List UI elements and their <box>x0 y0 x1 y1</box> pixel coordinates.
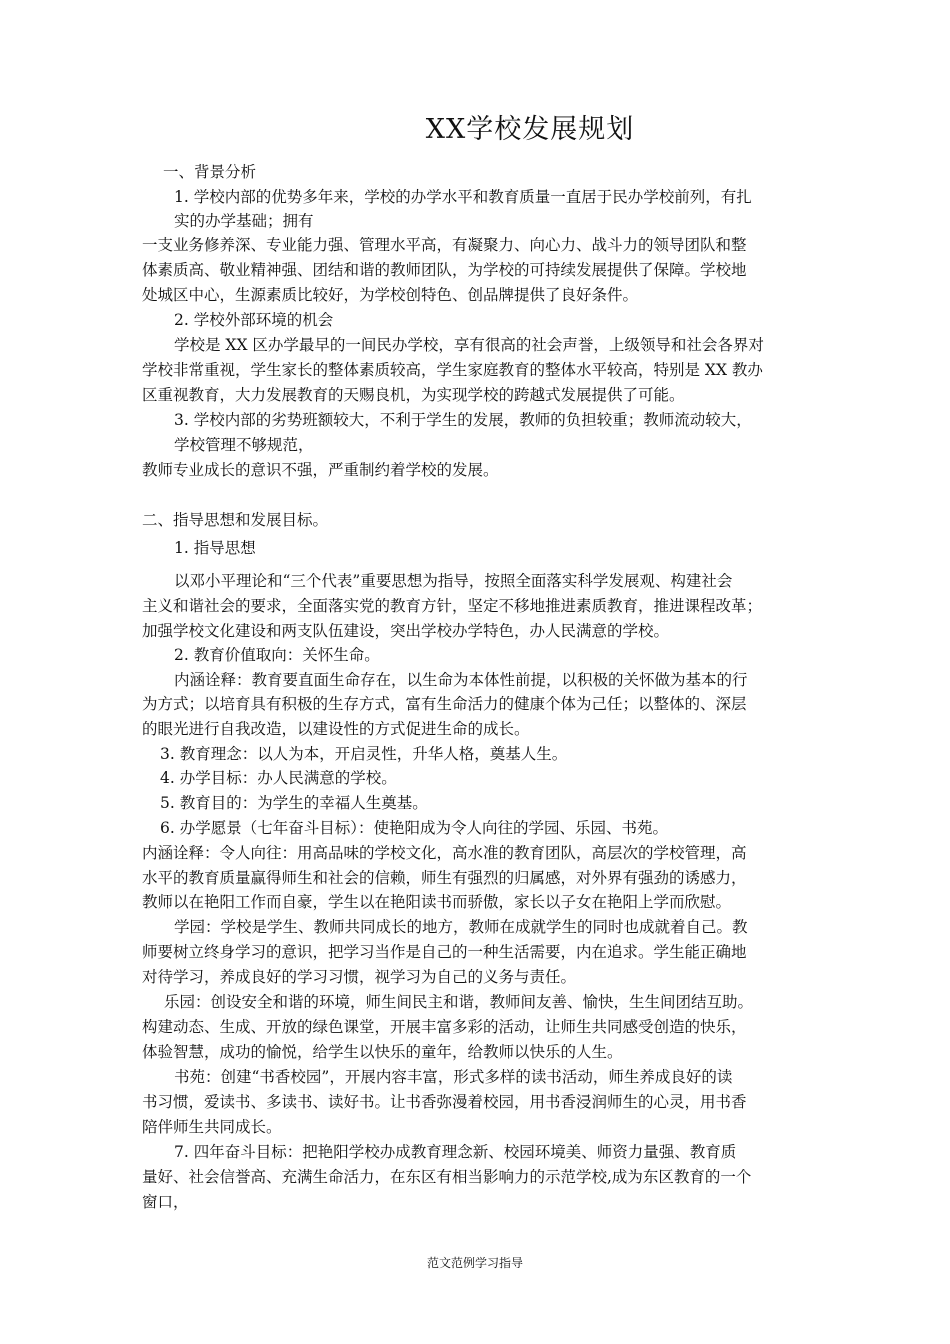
section-heading: 二、指导思想和发展目标。 <box>142 511 329 529</box>
paragraph-line: 书习惯，爱读书、多读书、读好书。让书香弥漫着校园，用书香浸润师生的心灵，用书香 <box>142 1093 747 1111</box>
paragraph-line: 7. 四年奋斗目标：把艳阳学校办成教育理念新、校园环境美、师资力量强、教育质 <box>174 1143 737 1161</box>
paragraph-line: 量好、社会信誉高、充满生命活力，在东区有相当影响力的示范学校,成为东区教育的一个 <box>142 1168 752 1186</box>
paragraph-line: 水平的教育质量赢得师生和社会的信赖，师生有强烈的归属感，对外界有强劲的诱感力， <box>142 869 747 887</box>
paragraph-line: 1. 指导思想 <box>174 539 256 557</box>
paragraph-line: 学校管理不够规范， <box>174 436 314 454</box>
paragraph-line: 主义和谐社会的要求，全面落实党的教育方针，坚定不移地推进素质教育，推进课程改革； <box>142 597 763 615</box>
paragraph-line: 加强学校文化建设和两支队伍建设，突出学校办学特色，办人民满意的学校。 <box>142 622 670 640</box>
paragraph-line: 教师专业成长的意识不强，严重制约着学校的发展。 <box>142 461 499 479</box>
paragraph-line: 内涵诠释：令人向往：用高品味的学校文化，高水准的教育团队，高层次的学校管理，高 <box>142 844 747 862</box>
paragraph-line: 4. 办学目标：办人民满意的学校。 <box>160 769 397 787</box>
paragraph-line: 学校是 XX 区办学最早的一间民办学校，享有很高的社会声誉，上级领导和社会各界对 <box>174 336 764 354</box>
paragraph-line: 窗口， <box>142 1193 189 1211</box>
paragraph-line: 实的办学基础；拥有 <box>174 212 314 230</box>
paragraph-line: 师要树立终身学习的意识，把学习当作是自己的一种生活需要，内在追求。学生能正确地 <box>142 943 747 961</box>
paragraph-line: 体素质高、敬业精神强、团结和谐的教师团队，为学校的可持续发展提供了保障。学校地 <box>142 261 747 279</box>
paragraph-line: 以邓小平理论和“三个代表”重要思想为指导，按照全面落实科学发展观、构建社会 <box>174 572 733 590</box>
paragraph-line: 体验智慧，成功的愉悦，给学生以快乐的童年，给教师以快乐的人生。 <box>142 1043 623 1061</box>
paragraph-line: 的眼光进行自我改造，以建设性的方式促进生命的成长。 <box>142 720 530 738</box>
paragraph-line: 学园：学校是学生、教师共同成长的地方，教师在成就学生的同时也成就着自己。教 <box>174 918 748 936</box>
paragraph-line: 教师以在艳阳工作而自豪，学生以在艳阳读书而骄傲，家长以子女在艳阳上学而欣慰。 <box>142 893 732 911</box>
paragraph-line: 书苑：创建“书香校园”，开展内容丰富，形式多样的读书活动，师生养成良好的读 <box>174 1068 733 1086</box>
paragraph-line: 6. 办学愿景（七年奋斗目标）：使艳阳成为令人向往的学园、乐园、书苑。 <box>160 819 668 837</box>
page-footer: 范文范例学习指导 <box>426 1256 523 1270</box>
section-heading: 一、背景分析 <box>163 163 257 181</box>
paragraph-line: 5. 教育目的：为学生的幸福人生奠基。 <box>160 794 428 812</box>
paragraph-line: 内涵诠释：教育要直面生命存在，以生命为本体性前提，以积极的关怀做为基本的行 <box>174 671 748 689</box>
paragraph-line: 1. 学校内部的优势多年来，学校的办学水平和教育质量一直居于民办学校前列，有扎 <box>174 188 752 206</box>
paragraph-line: 陪伴师生共同成长。 <box>142 1118 282 1136</box>
paragraph-line: 一支业务修养深、专业能力强、管理水平高，有凝聚力、向心力、战斗力的领导团队和整 <box>142 236 747 254</box>
paragraph-line: 区重视教育，大力发展教育的天赐良机，为实现学校的跨越式发展提供了可能。 <box>142 386 685 404</box>
paragraph-line: 3. 教育理念：以人为本，开启灵性，升华人格，奠基人生。 <box>160 745 568 763</box>
paragraph-line: 3. 学校内部的劣势班额较大，不利于学生的发展，教师的负担较重；教师流动较大， <box>174 411 752 429</box>
paragraph-line: 2. 教育价值取向：关怀生命。 <box>174 646 380 664</box>
paragraph-line: 处城区中心，生源素质比较好，为学校创特色、创品牌提供了良好条件。 <box>142 286 639 304</box>
document-title: XX学校发展规划 <box>425 114 635 145</box>
paragraph-line: 2. 学校外部环境的机会 <box>174 311 334 329</box>
paragraph-line: 乐园：创设安全和谐的环境，师生间民主和谐，教师间友善、愉快，生生间团结互助。 <box>164 993 754 1011</box>
paragraph-line: 学校非常重视，学生家长的整体素质较高，学生家庭教育的整体水平较高，特别是 XX 教办 <box>142 361 763 379</box>
paragraph-line: 对待学习，养成良好的学习习惯，视学习为自己的义务与责任。 <box>142 968 577 986</box>
paragraph-line: 构建动态、生成、开放的绿色课堂，开展丰富多彩的活动，让师生共同感受创造的快乐， <box>142 1018 747 1036</box>
paragraph-line: 为方式；以培育具有积极的生存方式，富有生命活力的健康个体为己任；以整体的、深层 <box>142 695 747 713</box>
